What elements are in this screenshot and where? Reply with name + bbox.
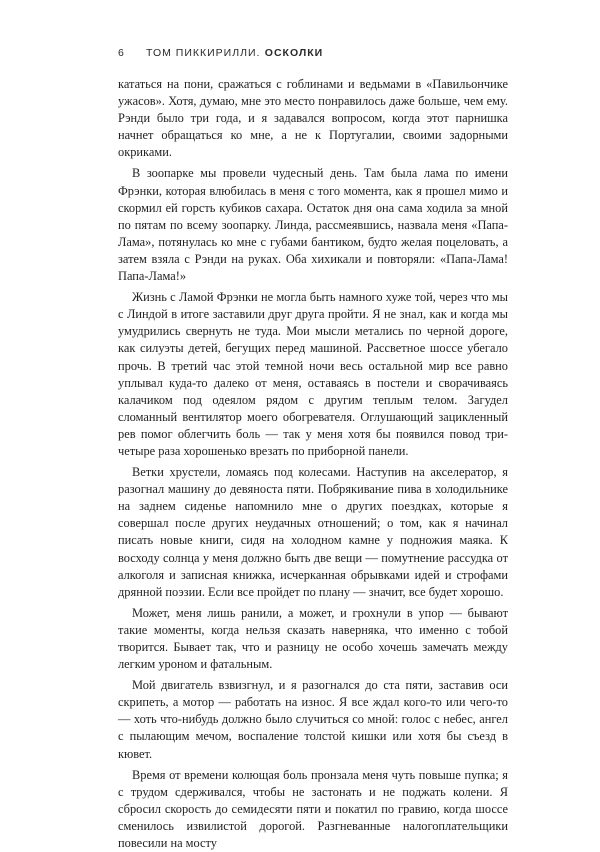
paragraph-3: Жизнь с Ламой Фрэнки не могла быть намного хуже той, через что мы с Линдой в итоге заставили друг друга пройти. Я не знал, как и когда мы умудрились свернуть не туда. Мои мысли метались по черной дороге, как силуэты детей, бегущих перед машиной. Рассветное шоссе убегало прочь. В третий час этой темной ночи весь остальной мир все равно уплывал куда-то далеко от меня, оставаясь в постели и сворачиваясь калачиком под одеялом рядом с другим теплым телом. Загудел сломанный вентилятор моего обогревателя. Оглушающий зацикленный рев помог облегчить боль — так у меня хотя бы появился повод три-четыре раза хорошенько врезать по приборной панели. bbox=[118, 290, 508, 458]
page-number: 6 bbox=[118, 47, 124, 59]
paragraph-5: Может, меня лишь ранили, а может, и грохнули в упор — бывают такие моменты, когда нельзя сказать наверняка, что именно с тобой творится. Бывает так, что и разницу не особо хочешь замечать между легким уроном и фатальным. bbox=[118, 605, 508, 672]
paragraph-1: кататься на пони, сражаться с гоблинами и ведьмами в «Павильончике ужасов». Хотя, думаю, мне это место понравилось даже больше, чем ему. Рэнди было три года, и я задавался вопросом, когда этот парнишка начнет обращаться ко мне, а не к Португалии, своими задорными окриками. bbox=[118, 77, 508, 160]
paragraph-2: В зоопарке мы провели чудесный день. Там была лама по имени Фрэнки, которая влюбилась в меня с того момента, как я прошел мимо и скормил ей горсть кубиков сахара. Остаток дня она сама ходила за мной по пятам по всему зоопарку. Линда, рассмеявшись, назвала меня «Папа-Лама», потянулась ко мне с губами бантиком, будто желая поцеловать, а затем взяла с Рэнди на руках. Оба хихикали и повторяли: «Папа-Лама! Папа-Лама!» bbox=[118, 166, 508, 284]
paragraph-4: Ветки хрустели, ломаясь под колесами. Наступив на акселератор, я разогнал машину до девяноста пяти. Побрякивание пива в холодильнике на заднем сиденье напомнило мне о других поездках, которые я совершал после других неудачных отношений; о том, как я начинал писать новые книги, сидя на холодном камне у подножия маяка. К восходу солнца у меня должно быть две вещи — помутнение рассудка от алкоголя и записная книжка, исчерканная обрывками идей и строфами дрянной поэзии. Если все пройдет по плану — значит, все будет хорошо. bbox=[118, 465, 508, 599]
paragraph-6: Мой двигатель взвизгнул, и я разогнался до ста пяти, заставив оси скрипеть, а мотор — работать на износ. Я все ждал кого-то или чего-то — хоть что-нибудь должно было случиться со мной: голос с небес, ангел с пылающим мечом, воспаление толстой кишки или хотя бы съезд в кювет. bbox=[118, 678, 508, 761]
header-author: ТОМ ПИККИРИЛЛИ bbox=[146, 47, 257, 59]
header-separator: . bbox=[256, 47, 261, 59]
paragraph-7: Время от времени колющая боль пронзала меня чуть повыше пупка; я с трудом сдерживался, чтобы не застонать и не поджать колени. Я сбросил скорость до семидесяти пяти и покатил по гравию, когда шоссе сменилось извилистой дорогой. Разгневанные налогоплательщики повесили на мосту bbox=[118, 767, 508, 851]
running-header bbox=[118, 47, 518, 59]
body-text bbox=[118, 76, 508, 852]
header-book-title: ОСКОЛКИ bbox=[264, 47, 324, 59]
